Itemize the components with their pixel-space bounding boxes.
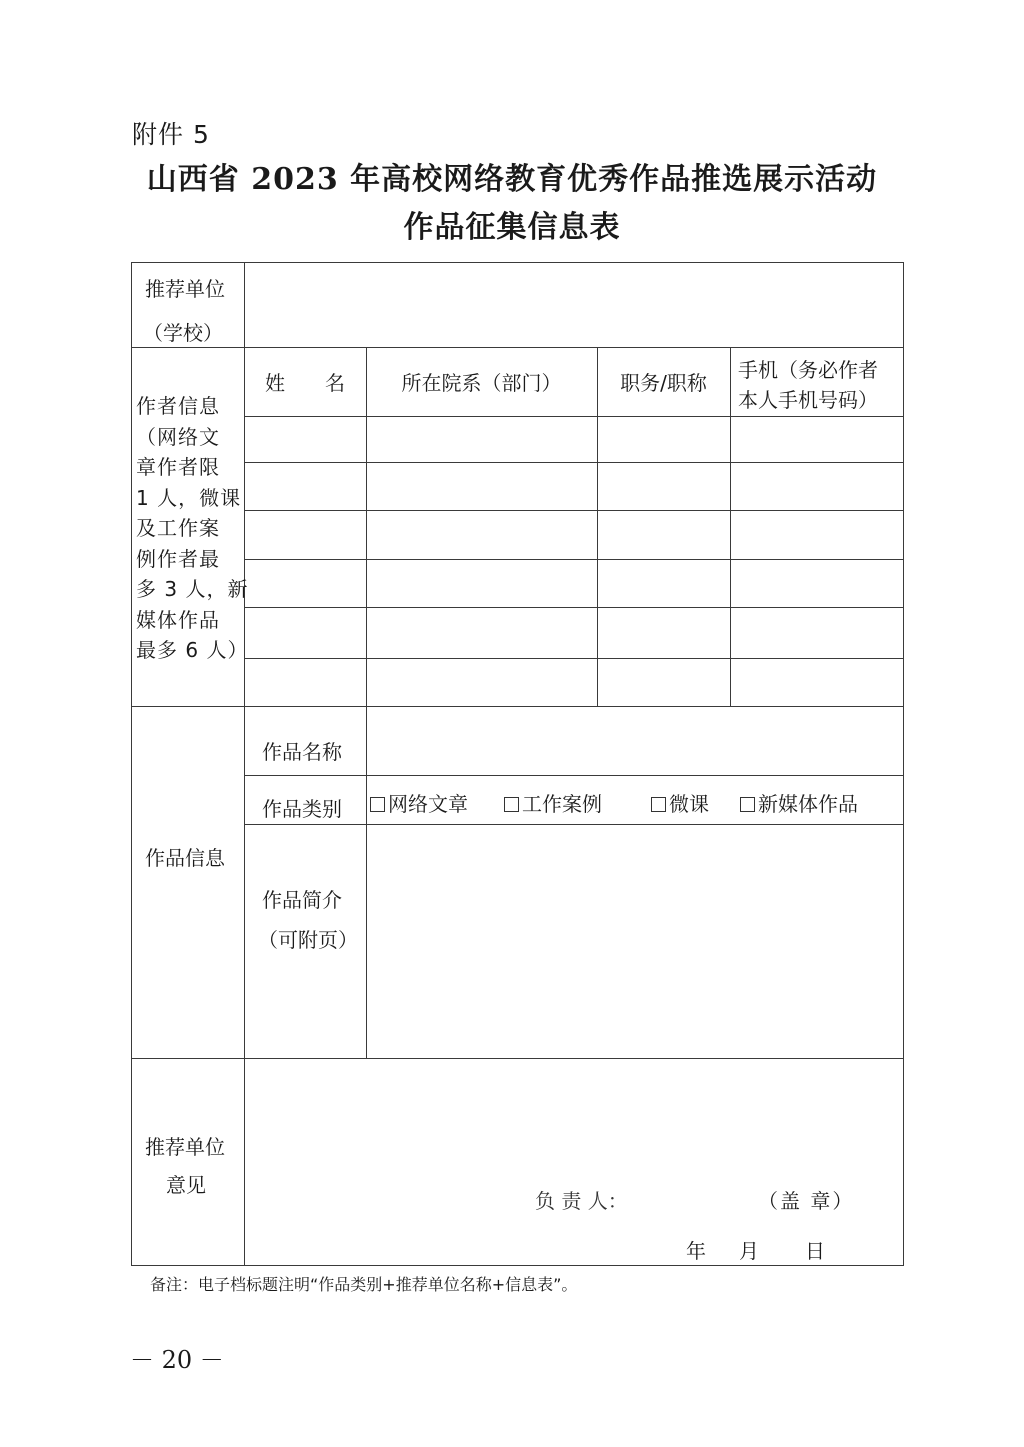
work-category-label: 作品类别 [262, 797, 342, 821]
category-option-microcourse[interactable]: 微课 [651, 789, 709, 819]
author-row-divider [244, 462, 904, 463]
author-col-divider [366, 347, 367, 706]
attachment-label: 附件 5 [132, 120, 210, 149]
checkbox-icon [651, 797, 666, 812]
recommend-unit-label: 推荐单位 [145, 277, 225, 301]
table-border-left [131, 262, 132, 1266]
work-intro-field[interactable] [368, 826, 902, 1057]
category-option-article[interactable]: 网络文章 [370, 789, 468, 819]
checkbox-icon [504, 797, 519, 812]
table-border-right [903, 262, 904, 1266]
year-label: 年 [686, 1239, 706, 1263]
work-info-label: 作品信息 [145, 846, 225, 870]
seal-label: （盖 章） [758, 1189, 855, 1213]
author-row-divider [244, 416, 904, 417]
opinion-label: 推荐单位 [145, 1135, 225, 1159]
checkbox-icon [370, 797, 385, 812]
author-row-divider [244, 510, 904, 511]
author-info-label: 作者信息 （网络文 章作者限 1 人，微课 及工作案 例作者最 多 3 人，新 媒体作品 最多 6 人） [136, 394, 249, 662]
category-option-new-media[interactable]: 新媒体作品 [740, 789, 858, 819]
work-name-label: 作品名称 [262, 740, 342, 764]
table-border-bottom [131, 1265, 904, 1266]
work-row-divider [244, 775, 904, 776]
page-title-line-2: 作品征集信息表 [403, 210, 621, 245]
footnote: 备注：电子档标题注明“作品类别+推荐单位名称+信息表”。 [150, 1275, 578, 1294]
work-intro-label-sub: （可附页） [258, 928, 358, 952]
author-position-header: 职务/职称 [620, 371, 707, 395]
work-name-field[interactable] [368, 708, 902, 774]
work-intro-label: 作品简介 [262, 888, 342, 912]
row-divider [131, 347, 904, 348]
author-name-header: 姓 名 [265, 371, 345, 395]
responsible-person-label: 负 责 人： [535, 1189, 628, 1213]
author-department-header: 所在院系（部门） [401, 371, 562, 395]
category-option-case[interactable]: 工作案例 [504, 789, 602, 819]
recommend-unit-field[interactable] [246, 264, 902, 346]
author-row-divider [244, 559, 904, 560]
day-label: 日 [805, 1239, 825, 1263]
author-phone-header: 手机（务必作者 [738, 358, 878, 382]
author-col-divider [597, 347, 598, 706]
month-label: 月 [739, 1239, 759, 1263]
page-number: － 20 － [130, 1346, 224, 1374]
checkbox-icon [740, 797, 755, 812]
opinion-label-sub: 意见 [166, 1173, 206, 1197]
author-col-divider [730, 347, 731, 706]
author-row-divider [244, 607, 904, 608]
author-row-divider [244, 658, 904, 659]
opinion-field[interactable] [246, 1060, 902, 1180]
recommend-unit-label-sub: （学校） [143, 321, 223, 345]
author-phone-header-sub: 本人手机号码） [738, 388, 878, 412]
page-title-line-1: 山西省 2023 年高校网络教育优秀作品推选展示活动 [146, 162, 878, 197]
